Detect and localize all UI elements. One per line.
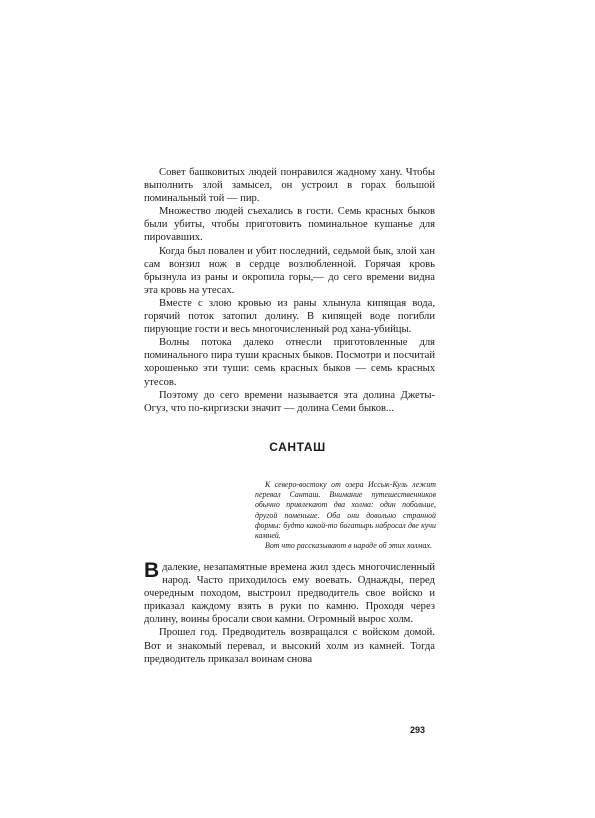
page-number: 293 [410, 725, 426, 735]
paragraph [144, 561, 435, 626]
epigraph-paragraph: К северо-востоку от озера Иссык-Куль лежит перевал Санташ. Внимание путешественников обычно привлекают два холма: один побольше, другой поменьше. Оба они довольно странной формы: будто какой-то богатырь набросал две кучи камней. [255, 480, 436, 541]
legend-ending-text [144, 166, 435, 415]
paragraph: Вместе с злою кровью из раны хлынула кипящая вода, горячий поток затопил долину. В кипящей воде погибли пирующие гости и весь многочисленный род хана-убийцы. [144, 297, 435, 336]
paragraph: Волны потока далеко отнесли приготовленные для поминального пира туши красных быков. Посмотри и посчитай хорошенько эти туши: семь красных быков — семь красных утесов. [144, 337, 435, 388]
paragraph-text: далекие, незапамятные времена жил здесь многочисленный народ. Часто приходилось ему воевать. Однажды, перед очередным походом, выстроил предводитель свое войско и приказал каждому взять в руки по камню. Проходя через долину, воины бросали свои камни. Огромный вырос холм. [144, 562, 435, 626]
legend-body-text [144, 561, 435, 666]
paragraph: Совет башковитых людей понравился жадному хану. Чтобы выполнить злой замысел, он устроил в горах большой поминальный той — пир. [144, 167, 435, 205]
paragraph: Поэтому до сего времени называется эта долина Джеты-Огуз, что по-киргизски значит — долина Семи быков... [144, 389, 435, 414]
epigraph [255, 480, 436, 551]
drop-cap: В [144, 559, 160, 582]
epigraph-paragraph: Вот что рассказывают в народе об этих холмах. [265, 541, 432, 551]
section-title: САНТАШ [269, 440, 326, 454]
paragraph: Когда был повален и убит последний, седьмой бык, злой хан сам вонзил нож в сердце возлюбленной. Горячая кровь брызнула из раны и окропила горы,— до сего времени видна эта кровь на утесах. [144, 245, 435, 296]
paragraph: Прошел год. Предводитель возвращался с войском домой. Вот и знакомый перевал, и высокий холм из камней. Тогда предводитель приказал воинам снова [144, 627, 435, 665]
paragraph: Множество людей съехались в гости. Семь красных быков были убиты, чтобы приготовить поминальное кушанье для пирovавших. [144, 206, 435, 244]
